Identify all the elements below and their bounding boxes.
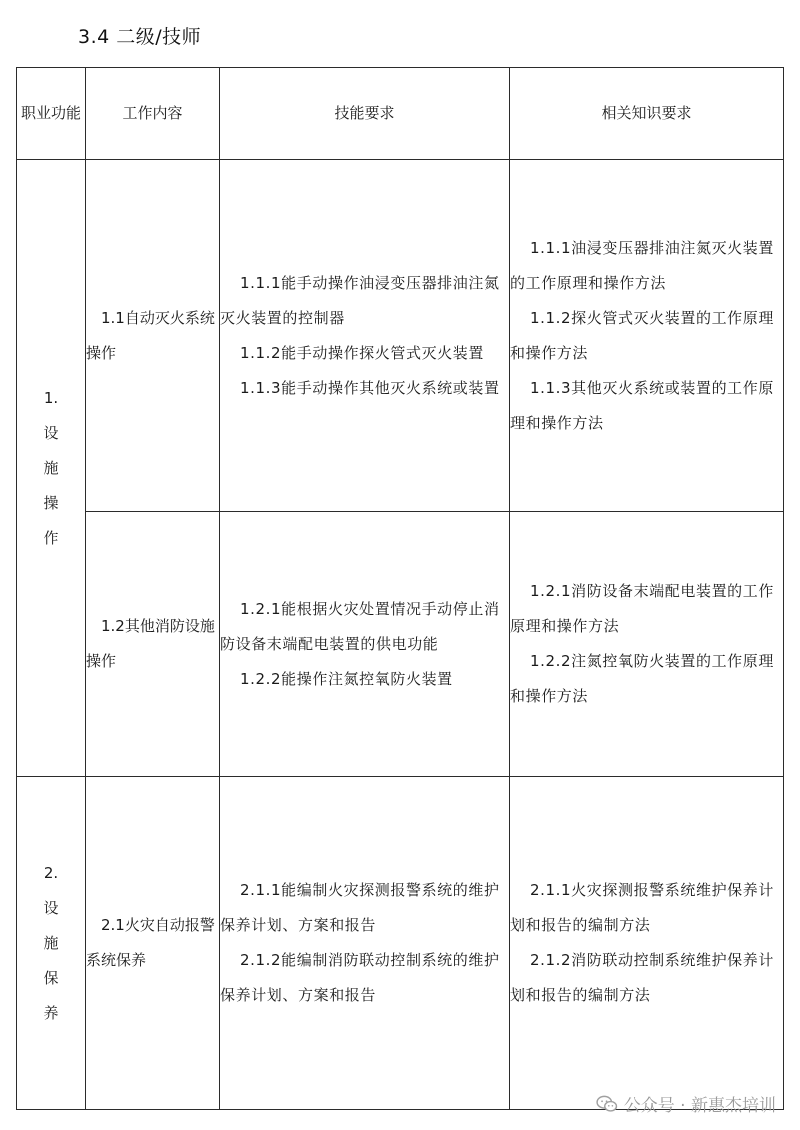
skill-item: 1.2.1能根据火灾处置情况手动停止消防设备末端配电装置的供电功能 xyxy=(220,599,500,653)
skill-item: 1.1.1能手动操作油浸变压器排油注氮灭火装置的控制器 xyxy=(220,273,500,327)
skill-item: 1.2.2能操作注氮控氧防火装置 xyxy=(240,669,453,688)
knowledge-item: 1.1.2探火管式灭火装置的工作原理和操作方法 xyxy=(510,308,774,362)
skill-cell xyxy=(220,777,510,1110)
skill-item: 2.1.1能编制火灾探测报警系统的维护保养计划、方案和报告 xyxy=(220,881,500,934)
header-know: 相关知识要求 xyxy=(510,68,784,160)
watermark xyxy=(596,1091,776,1116)
table-row xyxy=(17,512,784,777)
skill-item: 1.1.2能手动操作探火管式灭火装置 xyxy=(240,343,484,362)
wechat-icon xyxy=(596,1095,618,1113)
knowledge-item: 1.1.1油浸变压器排油注氮灭火装置的工作原理和操作方法 xyxy=(510,238,774,292)
knowledge-cell xyxy=(510,512,784,777)
table-row xyxy=(17,777,784,1110)
skill-item: 2.1.2能编制消防联动控制系统的维护保养计划、方案和报告 xyxy=(220,951,500,1004)
header-work: 工作内容 xyxy=(86,68,220,160)
skill-cell xyxy=(220,160,510,512)
knowledge-cell xyxy=(510,160,784,512)
knowledge-item: 1.1.3其他灭火系统或装置的工作原理和操作方法 xyxy=(510,378,774,432)
func-cell-1: 1.设施操作 xyxy=(17,160,86,777)
table-header-row xyxy=(17,68,784,160)
knowledge-item: 1.2.2注氮控氧防火装置的工作原理和操作方法 xyxy=(510,652,774,705)
header-skill: 技能要求 xyxy=(220,68,510,160)
work-cell: 1.1自动灭火系统操作 xyxy=(86,160,220,512)
func-cell-2: 2.设施保养 xyxy=(17,777,86,1110)
table-row xyxy=(17,160,784,512)
work-cell: 1.2其他消防设施操作 xyxy=(86,512,220,777)
section-title: 3.4 二级/技师 xyxy=(78,26,202,48)
watermark-text: 公众号 · 新惠杰培训 xyxy=(623,1096,776,1116)
knowledge-cell xyxy=(510,777,784,1110)
knowledge-item: 2.1.1火灾探测报警系统维护保养计划和报告的编制方法 xyxy=(510,881,774,934)
work-cell: 2.1火灾自动报警系统保养 xyxy=(86,777,220,1110)
knowledge-item: 1.2.1消防设备末端配电装置的工作原理和操作方法 xyxy=(510,582,774,635)
skill-standard-table xyxy=(16,67,784,1110)
skill-cell xyxy=(220,512,510,777)
knowledge-item: 2.1.2消防联动控制系统维护保养计划和报告的编制方法 xyxy=(510,951,774,1004)
skill-item: 1.1.3能手动操作其他灭火系统或装置 xyxy=(240,378,500,397)
header-func: 职业功能 xyxy=(17,68,86,160)
